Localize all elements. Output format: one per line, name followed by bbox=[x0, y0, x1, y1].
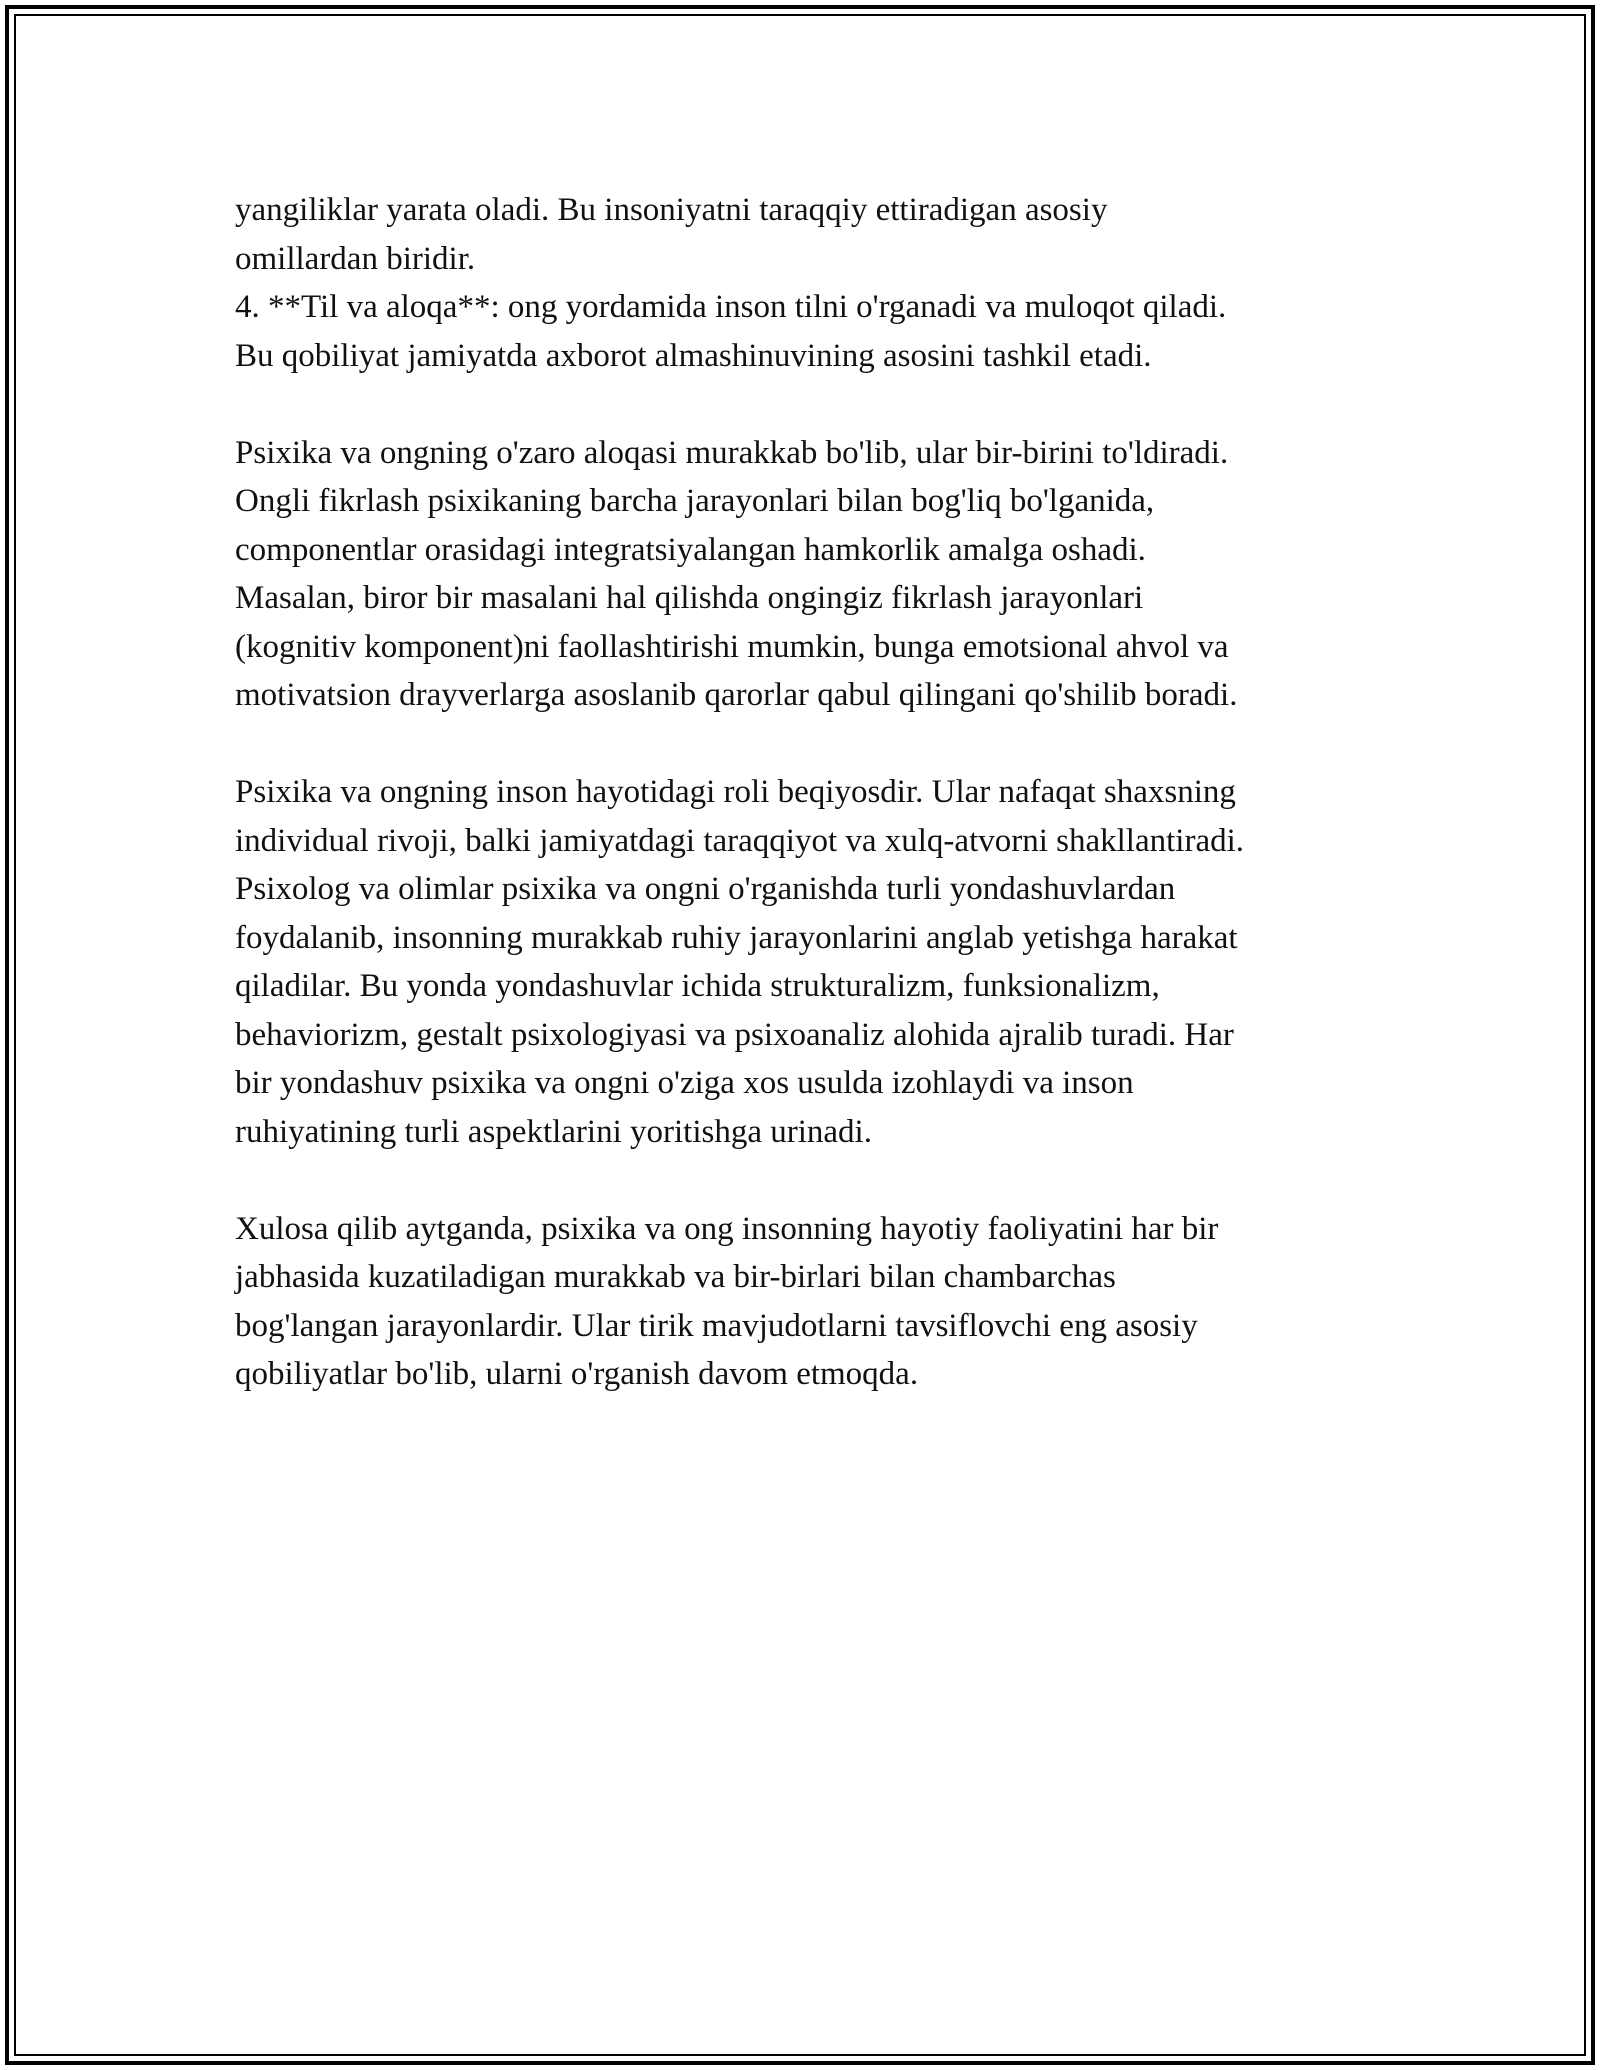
paragraph-3 bbox=[235, 768, 1395, 1156]
text-line: yangiliklar yarata oladi. Bu insoniyatni taraqqiy ettiradigan asosiy bbox=[235, 192, 1108, 228]
text-line: bog'langan jarayonlardir. Ular tirik mavjudotlarni tavsiflovchi eng asosiy bbox=[235, 1307, 1198, 1344]
paragraph-gap bbox=[235, 1156, 1395, 1205]
text-line: Psixika va ongning o'zaro aloqasi murakkab bo'lib, ular bir-birini to'ldiradi. bbox=[235, 434, 1229, 471]
text-line: omillardan biridir. bbox=[235, 240, 476, 277]
text-line: ruhiyatining turli aspektlarini yoritishga urinadi. bbox=[235, 1113, 872, 1150]
paragraph-2 bbox=[235, 429, 1395, 720]
text-line: Xulosa qilib aytganda, psixika va ong insonning hayotiy faoliyatini har bir bbox=[235, 1210, 1219, 1247]
text-line: Masalan, biror bir masalani hal qilishda ongingiz fikrlash jarayonlari bbox=[235, 580, 1144, 616]
text-line: (kognitiv komponent)ni faollashtirishi mumkin, bunga emotsional ahvol va bbox=[235, 628, 1229, 665]
text-line: foydalanib, insonning murakkab ruhiy jarayonlarini anglab yetishga harakat bbox=[235, 919, 1238, 956]
paragraph-gap bbox=[235, 380, 1395, 429]
text-line: Psixolog va olimlar psixika va ongni o'rganishda turli yondashuvlardan bbox=[235, 871, 1176, 907]
text-line: qiladilar. Bu yonda yondashuvlar ichida strukturalizm, funksionalizm, bbox=[235, 968, 1160, 1004]
text-line: bir yondashuv psixika va ongni o'ziga xos usulda izohlaydi va inson bbox=[235, 1065, 1134, 1101]
document-body bbox=[235, 186, 1395, 1399]
text-line: motivatsion drayverlarga asoslanib qarorlar qabul qilingani qo'shilib boradi. bbox=[235, 677, 1238, 713]
text-line: Ongli fikrlash psixikaning barcha jarayonlari bilan bog'liq bo'lganida, bbox=[235, 483, 1155, 519]
text-line: Psixika va ongning inson hayotidagi roli beqiyosdir. Ular nafaqat shaxsning bbox=[235, 774, 1236, 810]
text-line: 4. **Til va aloqa**: ong yordamida inson tilni o'rganadi va muloqot qiladi. bbox=[235, 289, 1227, 325]
text-line: behaviorizm, gestalt psixologiyasi va psixoanaliz alohida ajralib turadi. Har bbox=[235, 1016, 1234, 1053]
text-line: jabhasida kuzatiladigan murakkab va bir-birlari bilan chambarchas bbox=[235, 1259, 1116, 1295]
text-line: Bu qobiliyat jamiyatda axborot almashinuvining asosini tashkil etadi. bbox=[235, 337, 1152, 374]
text-line: individual rivoji, balki jamiyatdagi taraqqiyot va xulq-atvorni shakllantiradi. bbox=[235, 822, 1245, 859]
text-line: componentlar orasidagi integratsiyalangan hamkorlik amalga oshadi. bbox=[235, 531, 1146, 568]
paragraph-4 bbox=[235, 1205, 1395, 1399]
paragraph-1 bbox=[235, 186, 1395, 380]
text-line: qobiliyatlar bo'lib, ularni o'rganish davom etmoqda. bbox=[235, 1356, 919, 1392]
paragraph-gap bbox=[235, 720, 1395, 769]
